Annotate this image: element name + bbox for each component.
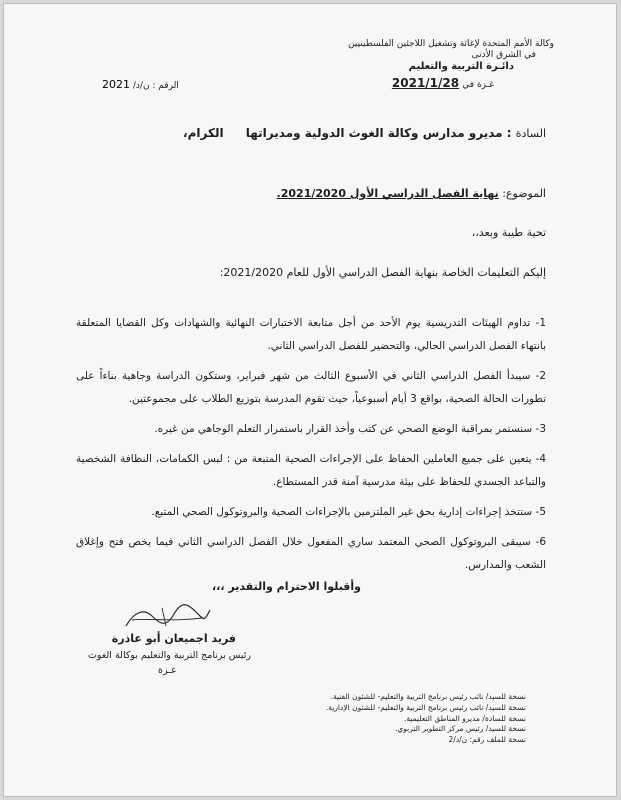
signatory-title: رئيس برنامج التربية والتعليم بوكالة الغوث (87, 650, 251, 661)
handwritten-signature (122, 602, 212, 632)
addressee-ending: الكرام، (183, 126, 224, 140)
addressee-line (183, 126, 546, 140)
copy-line-4: نسخة للسيد/ رئيس مركز التطوير التربوي. (394, 724, 526, 734)
instruction-item-4: 4- يتعين على جميع العاملين الحفاظ على الإجراءات الصحية المتبعة من : لبس الكمامات، النظافة الشخصية والتباعد الجسدي للحفاظ على بيئة مدرسية آمنة قدر المستطاع. (76, 453, 546, 488)
subject-text: نهاية الفصل الدراسي الأول 2021/2020. (276, 187, 499, 200)
agency-name-line2: في الشرق الأدنى (471, 50, 536, 60)
agency-name-line1: وكالة الأمم المتحدة لإغاثة وتشغيل اللاجئين الفلسطينيين (348, 39, 554, 49)
date-label: غـزة في (462, 80, 494, 90)
reference-label: الرقم : ن/د/ (132, 81, 179, 91)
letter-page (3, 3, 617, 797)
instruction-item-1: 1- تداوم الهيئات التدريسية يوم الأحد من أجل متابعة الاختبارات النهائية والشهادات وكل القضايا المتعلقة بانتهاء الفصل الدراسي الحالي، والتحضير للفصل الدراسي الثاني. (76, 317, 546, 352)
department-name: دائـرة التربية والتعليم (408, 61, 514, 72)
date-value: 2021/1/28 (391, 76, 460, 90)
greeting: تحية طيبة وبعد،، (471, 226, 546, 239)
reference-year: 2021 (102, 78, 130, 91)
reference-number (102, 78, 179, 91)
copy-line-1: نسخة للسيد/ نائب رئيس برنامج التربية والتعليم- للشئون الفنية. (330, 692, 526, 701)
instruction-item-3: 3- سنستمر بمراقبة الوضع الصحي عن كثب وأخذ القرار باستمرار التعلم الوجاهي من غيره. (154, 423, 546, 435)
copies-list (326, 692, 526, 746)
instruction-item-5: 5- ستتخذ إجراءات إدارية بحق غير الملتزمين بالإجراءات الصحية والبروتوكول الصحي المتبع. (151, 506, 546, 518)
instruction-item-6: 6- سيبقى البروتوكول الصحي المعتمد ساري المفعول خلال الفصل الدراسي الثاني فيما يخص فتح وإغلاق الشعب والمدارس. (76, 536, 546, 571)
addressee-label: السادة (515, 127, 546, 140)
copy-line-2: نسخة للسيد/ نائب رئيس برنامج التربية والتعليم- للشئون الإدارية. (325, 702, 526, 712)
letter-date (392, 76, 494, 90)
instructions-list (76, 312, 546, 584)
signatory-place: غـزة (158, 665, 176, 676)
subject-line (277, 187, 546, 200)
addressee-text: : مديرو مدارس وكالة الغوث الدولية ومديراتها (245, 126, 512, 140)
copy-line-5: نسخة للملف رقم: ن/د/2 (448, 735, 526, 745)
copy-line-3: نسخة للسادة/ مديرو المناطق التعليمية. (404, 713, 526, 723)
intro-line: إليكم التعليمات الخاصة بنهاية الفصل الدراسي الأول للعام 2021/2020: (219, 266, 546, 279)
closing-line: وأقبلوا الاحترام والتقدير ،،، (211, 580, 361, 593)
instruction-item-2: 2- سيبدأ الفصل الدراسي الثاني في الأسبوع الثالث من شهر فبراير، وستكون الدراسة وجاهية بناءاً على تطورات الحالة الصحية، بواقع 3 أيام أسبوعياً، حيث تقوم المدرسة بتوزيع الطلاب على مجموعتين. (76, 370, 546, 405)
subject-label: الموضوع: (502, 187, 546, 200)
signatory-name: فريد اجميعان أبو عاذرة (111, 632, 236, 645)
